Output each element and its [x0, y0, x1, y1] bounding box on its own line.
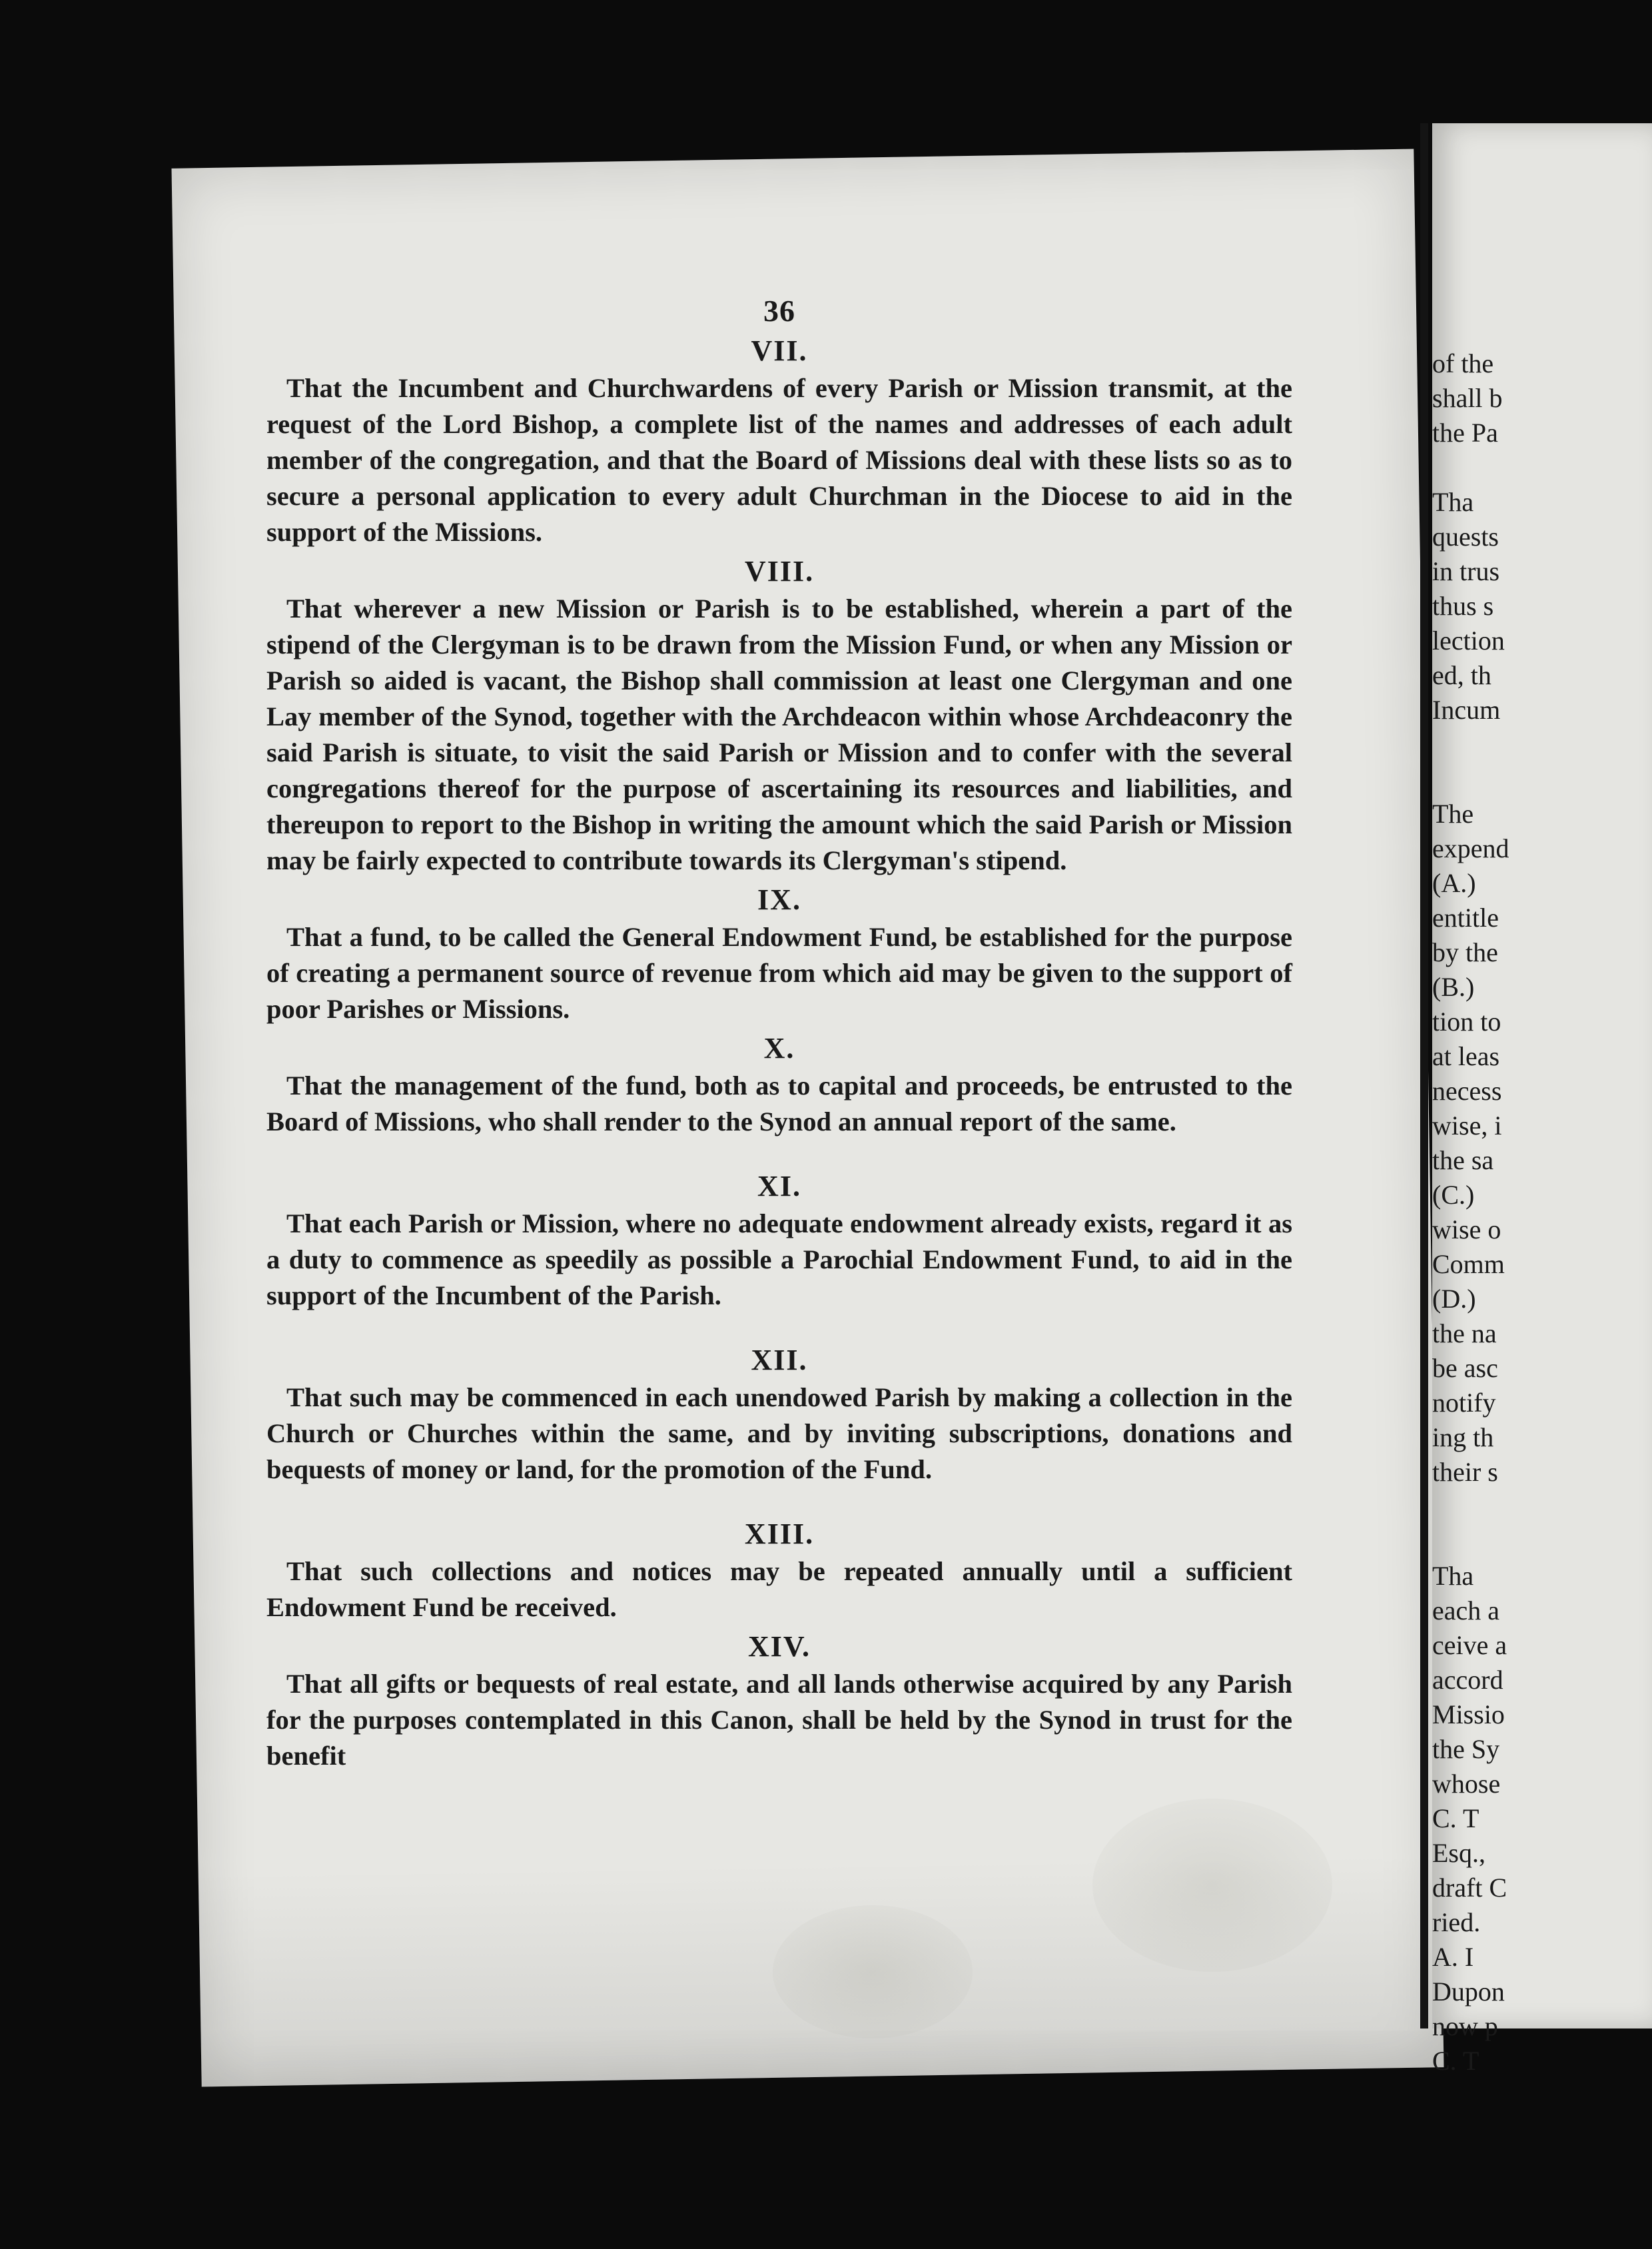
right-page-line: notify: [1432, 1388, 1496, 1418]
right-page-line: now p: [1432, 2011, 1498, 2041]
canon-section: [266, 883, 1292, 1027]
section-text: That such collections and notices may be repeated annually until a sufficient Endowment Fund be received.: [266, 1556, 1292, 1622]
right-page-line: Incum: [1432, 695, 1501, 725]
canon-section: [266, 554, 1292, 879]
right-page-line: Tha: [1432, 487, 1474, 517]
right-page-line: [1432, 727, 1652, 762]
right-page-line: of the: [1432, 348, 1494, 378]
canon-section: [266, 334, 1292, 550]
canon-section: [266, 1169, 1292, 1339]
right-page-line: the Sy: [1432, 1734, 1500, 1764]
canon-section: [266, 1629, 1292, 1774]
section-heading: XIV.: [747, 1630, 811, 1663]
right-page-text-fragments: [1432, 346, 1652, 2078]
right-page-line: (A.): [1432, 868, 1476, 898]
right-page-line: ried.: [1432, 1907, 1481, 1937]
section-spacer: [266, 1142, 1292, 1165]
canon-section: [266, 1343, 1292, 1513]
right-page-line: (D.): [1432, 1284, 1476, 1314]
canon-section: [266, 1031, 1292, 1165]
right-page-line: each a: [1432, 1595, 1500, 1625]
right-page-line: by the: [1432, 937, 1498, 967]
right-page-line: Dupon: [1432, 1977, 1505, 2007]
right-page-line: quests: [1432, 522, 1499, 552]
right-page-line: C. T: [1432, 2046, 1479, 2076]
right-page-line: ceive a: [1432, 1630, 1507, 1660]
right-page-line: wise, i: [1432, 1111, 1502, 1140]
right-page-line: ing th: [1432, 1422, 1494, 1452]
section-heading: XI.: [757, 1170, 801, 1202]
section-heading: IX.: [757, 883, 801, 916]
right-page-line: Comm: [1432, 1249, 1505, 1279]
section-text: That wherever a new Mission or Parish is to be established, wherein a part of the stipend of the Clergyman is to be drawn from the Mission Fund, or when any Mission or Parish so aided is vacant, the Bishop shall commission at least one Clergyman and one Lay member of the Synod, together with the Archdeacon within whose Archdeaconry the said Parish is situate, to visit the said Parish or Mission and to confer with the several congregations thereof for the purpose of ascertaining its resources and liabilities, and thereupon to report to the Bishop in writing the amount which the said Parish or Mission may be fairly expected to contribute towards its Clergyman's stipend.: [266, 594, 1292, 875]
right-page-line: [1432, 450, 1652, 485]
section-heading: XIII.: [744, 1518, 815, 1550]
canon-section: [266, 1517, 1292, 1625]
right-page-line: the sa: [1432, 1145, 1494, 1175]
right-page-line: accord: [1432, 1665, 1503, 1695]
section-text: That the Incumbent and Churchwardens of every Parish or Mission transmit, at the request of the Lord Bishop, a complete list of the names and addresses of each adult member of the congregation, and that the Board of Missions deal with these lists so as to secure a personal application to every adult Churchman in the Diocese to aid in the support of the Missions.: [266, 373, 1292, 547]
right-page-line: at leas: [1432, 1041, 1500, 1071]
right-page: [1432, 123, 1652, 2076]
right-page-line: C. T: [1432, 1803, 1479, 1833]
right-page-line: necess: [1432, 1076, 1502, 1106]
right-page-line: draft C: [1432, 1873, 1507, 1903]
right-page-line: A. I: [1432, 1942, 1474, 1972]
right-page-line: Esq.,: [1432, 1838, 1485, 1868]
section-text: That all gifts or bequests of real estate, and all lands otherwise acquired by any Parish for the purposes contemplated in this Canon, shall be held by the Synod in trust for the benefit: [266, 1669, 1292, 1771]
canon-sections: [266, 334, 1292, 1774]
right-page-line: (B.): [1432, 972, 1475, 1002]
right-page-line: [1432, 1524, 1652, 1559]
section-heading: VIII.: [744, 555, 815, 588]
right-page-line: [1432, 1490, 1652, 1524]
page-gutter: [1420, 123, 1428, 2028]
right-page-line: the na: [1432, 1318, 1497, 1348]
section-text: That a fund, to be called the General Endowment Fund, be established for the purpose of creating a permanent source of revenue from which aid may be given to the support of poor Parishes or Missions.: [266, 922, 1292, 1024]
section-spacer: [266, 1490, 1292, 1513]
right-page-line: shall b: [1432, 383, 1503, 413]
right-page-line: entitle: [1432, 903, 1499, 933]
section-spacer: [266, 1316, 1292, 1339]
right-page-line: Missio: [1432, 1699, 1505, 1729]
right-page-line: tion to: [1432, 1007, 1501, 1037]
right-page-line: The: [1432, 799, 1474, 829]
page-number: 36: [763, 294, 795, 328]
right-page-line: [1432, 762, 1652, 797]
section-heading: VII.: [751, 334, 808, 367]
right-page-line: lection: [1432, 626, 1505, 656]
right-page-line: the Pa: [1432, 418, 1498, 448]
section-heading: X.: [763, 1032, 795, 1065]
section-text: That each Parish or Mission, where no adequate endowment already exists, regard it as a duty to commence as speedily as possible a Parochial Endowment Fund, to aid in the support of the Incumbent of the Parish.: [266, 1208, 1292, 1310]
right-page-line: expend: [1432, 833, 1509, 863]
right-page-line: be asc: [1432, 1353, 1498, 1383]
section-heading: XII.: [751, 1344, 808, 1376]
right-page-line: (C.): [1432, 1180, 1475, 1210]
section-text: That such may be commenced in each unendowed Parish by making a collection in the Church or Churches within the same, and by inviting subscriptions, donations and bequests of money or land, for the promotion of the Fund.: [266, 1382, 1292, 1484]
page-content: [266, 293, 1292, 1777]
right-page-line: thus s: [1432, 591, 1494, 621]
right-page-line: ed, th: [1432, 660, 1491, 690]
section-text: That the management of the fund, both as to capital and proceeds, be entrusted to the Board of Missions, who shall render to the Synod an annual report of the same.: [266, 1071, 1292, 1136]
right-page-line: whose: [1432, 1769, 1501, 1799]
right-page-line: wise o: [1432, 1214, 1501, 1244]
right-page-line: Tha: [1432, 1561, 1474, 1591]
right-page-line: in trus: [1432, 556, 1500, 586]
right-page-line: their s: [1432, 1457, 1498, 1487]
